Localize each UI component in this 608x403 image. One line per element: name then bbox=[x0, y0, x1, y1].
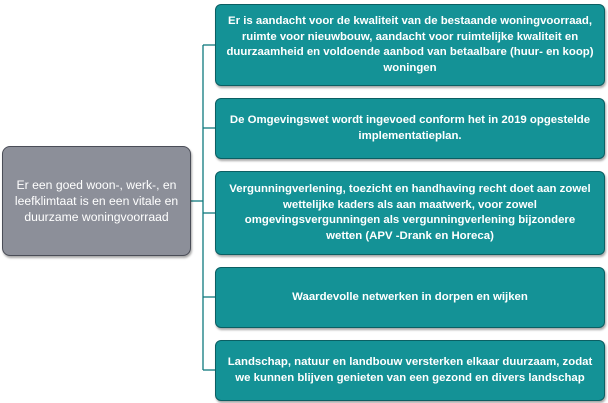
child-node-omgevingswet bbox=[215, 98, 605, 159]
child-node-housing-quality bbox=[215, 4, 605, 86]
child-node-label: Er is aandacht voor de kwaliteit van de bestaande woningvoorraad, ruimte voor nieuwbouw, aandacht voor ruimtelijke kwaliteit en duurzaamheid en voldoende aanbod van betaalbare (huur- en koop) woningen bbox=[226, 15, 594, 74]
child-node-landschap bbox=[215, 340, 605, 401]
root-node bbox=[2, 146, 191, 256]
child-node-label: De Omgevingswet wordt ingevoed conform het in 2019 opgestelde implementatieplan. bbox=[229, 114, 591, 142]
child-node-vergunningverlening bbox=[215, 171, 605, 255]
child-node-label: Vergunningverlening, toezicht en handhaving recht doet aan zowel wettelijke kaders als aan maatwerk, voor zowel omgevingsvergunningen als vergunningverlening bijzondere wetten (APV -Drank en Horeca) bbox=[229, 183, 591, 242]
child-node-netwerken bbox=[215, 267, 605, 328]
child-node-label: Waardevolle netwerken in dorpen en wijken bbox=[292, 290, 528, 303]
child-node-label: Landschap, natuur en landbouw versterken elkaar duurzaam, zodat we kunnen blijven genieten van een gezond en divers landschap bbox=[227, 356, 593, 384]
root-node-label: Er een goed woon-, werk-, en leefklimtaat is en een vitale en duurzame woningvoorraad bbox=[14, 178, 179, 224]
